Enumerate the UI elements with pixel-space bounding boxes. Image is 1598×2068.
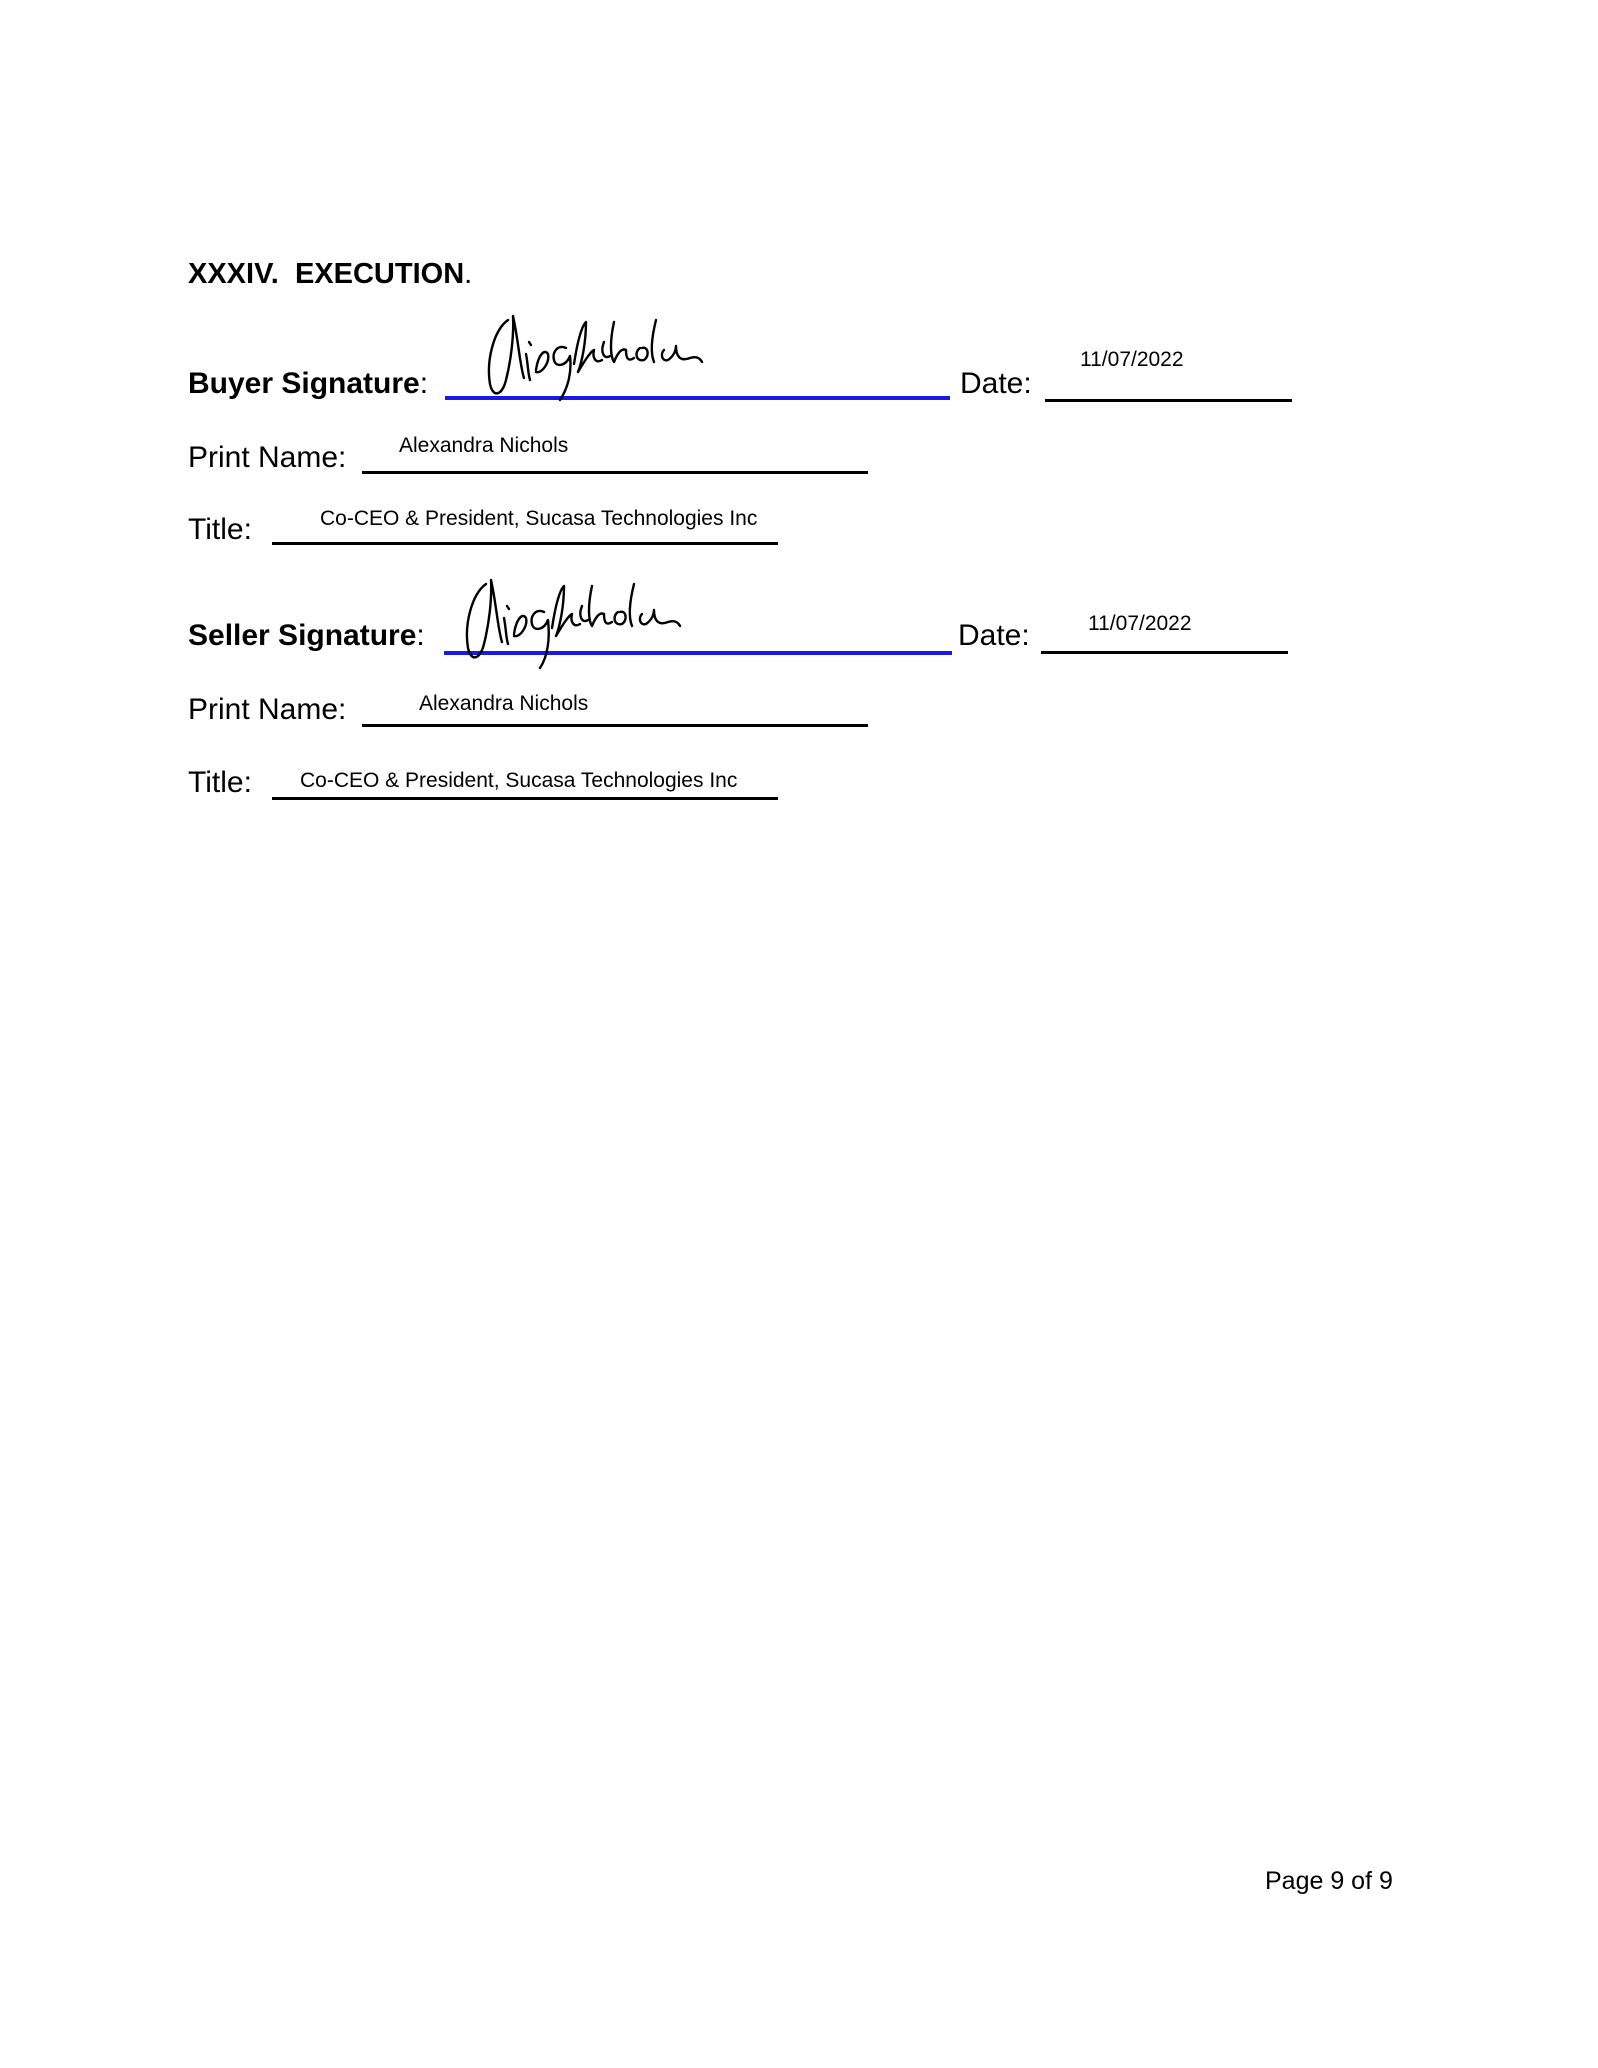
buyer-signature-label: Buyer Signature:	[188, 367, 429, 400]
seller-signature-image	[458, 572, 688, 672]
buyer-signature-image	[480, 308, 710, 403]
buyer-print-name-value: Alexandra Nichols	[399, 434, 569, 457]
buyer-title-line[interactable]	[272, 542, 778, 545]
seller-title-label: Title:	[188, 766, 252, 799]
buyer-date-line[interactable]	[1045, 399, 1292, 402]
page-number: Page 9 of 9	[1265, 1867, 1393, 1895]
seller-print-name-line[interactable]	[362, 724, 868, 727]
section-number: XXXIV.	[188, 258, 279, 290]
seller-print-name-label: Print Name:	[188, 693, 347, 726]
buyer-title-value: Co-CEO & President, Sucasa Technologies Inc	[320, 507, 758, 530]
buyer-date-value: 11/07/2022	[1080, 348, 1184, 371]
section-title: EXECUTION	[294, 258, 465, 290]
seller-date-line[interactable]	[1041, 651, 1288, 654]
seller-print-name-value: Alexandra Nichols	[419, 692, 589, 715]
buyer-print-name-line[interactable]	[362, 471, 868, 474]
buyer-date-label: Date:	[960, 367, 1032, 400]
buyer-title-label: Title:	[188, 513, 252, 546]
seller-signature-label: Seller Signature:	[188, 619, 425, 652]
section-title-period: .	[464, 258, 473, 290]
buyer-print-name-label: Print Name:	[188, 441, 347, 474]
section-heading	[188, 258, 472, 291]
seller-title-value: Co-CEO & President, Sucasa Technologies Inc	[300, 769, 738, 792]
seller-date-label: Date:	[958, 619, 1030, 652]
seller-date-value: 11/07/2022	[1088, 612, 1192, 635]
seller-title-line[interactable]	[272, 797, 778, 800]
